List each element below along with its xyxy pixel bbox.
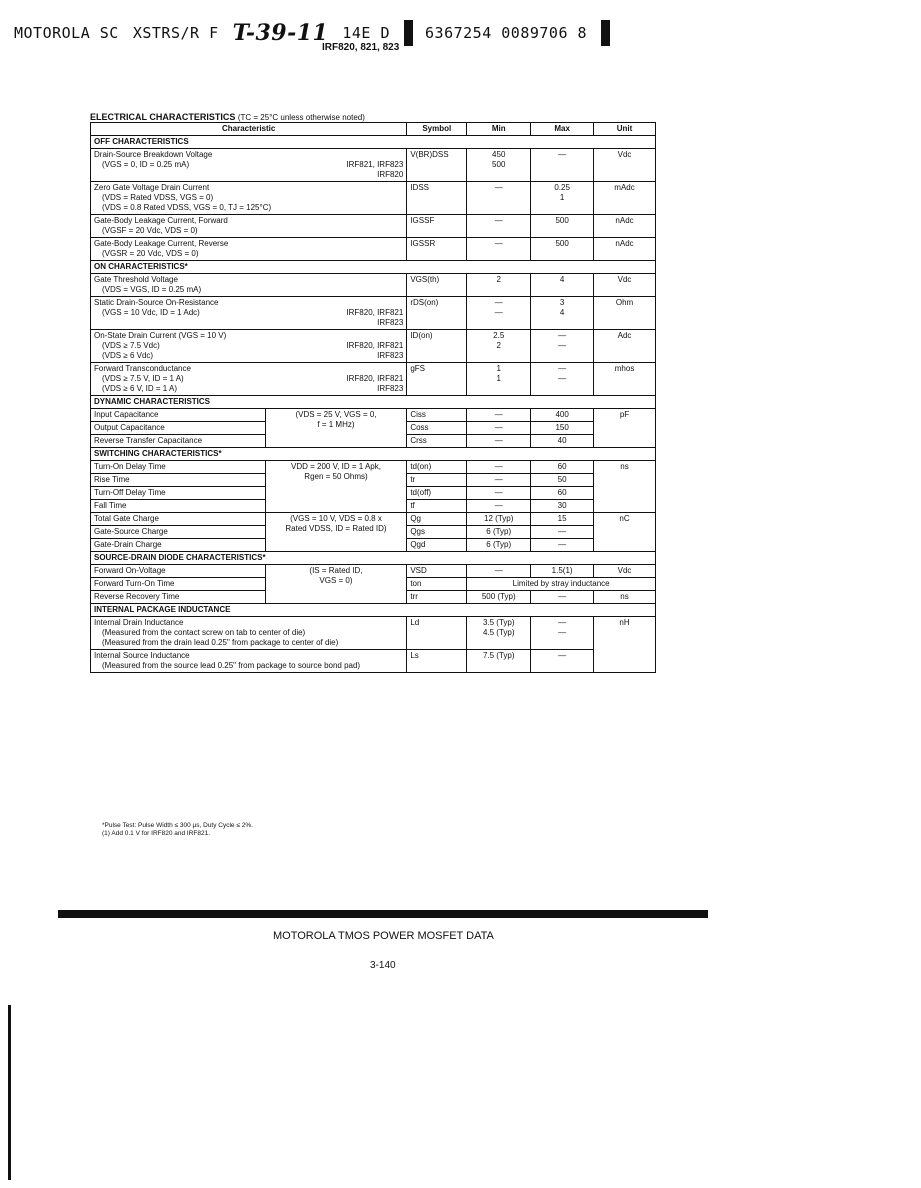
min-cell: — xyxy=(467,500,531,513)
max-cell: — xyxy=(531,539,594,552)
characteristic-cell xyxy=(91,363,407,396)
max-cell: 30 xyxy=(531,500,594,513)
min-cell: 500 (Typ) xyxy=(467,591,531,604)
col-unit: Unit xyxy=(594,123,656,136)
table-row xyxy=(91,513,656,526)
test-condition: (VDS = Rated VDSS, VGS = 0) (VDS = 0.8 Rated VDSS, VGS = 0, TJ = 125°C) xyxy=(102,193,272,212)
characteristic-name: Input Capacitance xyxy=(91,409,266,422)
unit-cell: ns xyxy=(594,461,656,513)
characteristic-name: Reverse Transfer Capacitance xyxy=(91,435,266,448)
condition-line xyxy=(94,374,403,394)
handwritten-code: T-39-11 xyxy=(232,20,329,46)
condition-line xyxy=(94,193,403,213)
section-heading: SOURCE-DRAIN DIODE CHARACTERISTICS* xyxy=(91,552,656,565)
test-condition: VDD = 200 V, ID = 1 Apk, Rgen = 50 Ohms) xyxy=(265,461,407,513)
condition-line xyxy=(94,308,403,328)
characteristic-name: Gate-Drain Charge xyxy=(91,539,266,552)
footnote: *Pulse Test: Pulse Width ≤ 300 µs, Duty Cycle ≤ 2%. xyxy=(102,822,253,829)
condition-line xyxy=(94,628,403,648)
maker-label: MOTOROLA SC xyxy=(14,24,119,42)
unit-cell: nC xyxy=(594,513,656,552)
scan-edge-mark xyxy=(8,1005,11,1180)
max-cell: — — xyxy=(531,330,594,363)
symbol-cell: IGSSR xyxy=(407,238,467,261)
symbol-cell: ID(on) xyxy=(407,330,467,363)
test-condition: (VDS = 25 V, VGS = 0, f = 1 MHz) xyxy=(265,409,407,448)
min-cell: — xyxy=(467,182,531,215)
characteristic-name: Turn-Off Delay Time xyxy=(91,487,266,500)
section-heading: ON CHARACTERISTICS* xyxy=(91,261,656,274)
line-code: XSTRS/R F xyxy=(132,24,219,42)
min-cell: — xyxy=(467,565,531,578)
device-list: IRF820, IRF821 IRF823 xyxy=(346,308,404,327)
symbol-cell: tr xyxy=(407,474,467,487)
max-cell: — — xyxy=(531,617,594,650)
min-cell: 450 500 xyxy=(467,149,531,182)
max-cell: — xyxy=(531,149,594,182)
max-cell: 500 xyxy=(531,215,594,238)
characteristic-cell xyxy=(91,274,407,297)
max-cell: 15 xyxy=(531,513,594,526)
test-condition: (VDS = VGS, ID = 0.25 mA) xyxy=(102,285,202,294)
table-row xyxy=(91,238,656,261)
page-number: 3-140 xyxy=(370,960,396,971)
characteristic-name: Rise Time xyxy=(91,474,266,487)
characteristic-name: Gate-Body Leakage Current, Forward xyxy=(94,216,228,225)
symbol-cell: VGS(th) xyxy=(407,274,467,297)
min-cell: 2.5 2 xyxy=(467,330,531,363)
min-cell: — xyxy=(467,435,531,448)
symbol-cell: Ciss xyxy=(407,409,467,422)
max-cell: 60 xyxy=(531,487,594,500)
unit-cell: nAdc xyxy=(594,215,656,238)
col-min: Min xyxy=(467,123,531,136)
characteristic-name: Internal Source Inductance xyxy=(94,651,190,660)
table-row xyxy=(91,330,656,363)
unit-cell: mAdc xyxy=(594,182,656,215)
section-row xyxy=(91,448,656,461)
symbol-cell: trr xyxy=(407,591,467,604)
symbol-cell: Crss xyxy=(407,435,467,448)
table-row xyxy=(91,617,656,650)
max-cell: — xyxy=(531,526,594,539)
characteristic-name: Forward Turn-On Time xyxy=(91,578,266,591)
min-cell: — xyxy=(467,238,531,261)
min-cell: — xyxy=(467,487,531,500)
symbol-cell: Qgd xyxy=(407,539,467,552)
symbol-cell: Coss xyxy=(407,422,467,435)
table-row xyxy=(91,182,656,215)
table-row xyxy=(91,650,656,673)
footnote: (1) Add 0.1 V for IRF820 and IRF821. xyxy=(102,830,211,838)
section-heading: INTERNAL PACKAGE INDUCTANCE xyxy=(91,604,656,617)
characteristic-cell xyxy=(91,650,407,673)
table-row xyxy=(91,274,656,297)
max-cell: 4 xyxy=(531,274,594,297)
unit-cell: ns xyxy=(594,591,656,604)
characteristic-cell xyxy=(91,215,407,238)
min-cell: — xyxy=(467,422,531,435)
characteristic-cell xyxy=(91,149,407,182)
condition-line xyxy=(94,249,403,259)
device-list: IRF820, IRF821 IRF823 xyxy=(346,341,404,360)
min-cell: 12 (Typ) xyxy=(467,513,531,526)
test-condition: (VDS ≥ 7.5 V, ID = 1 A) (VDS ≥ 6 V, ID = 1 A) xyxy=(102,374,184,393)
footer-rule xyxy=(58,910,708,918)
title-sub: (TC = 25°C unless otherwise noted) xyxy=(237,113,365,122)
unit-cell: mhos xyxy=(594,363,656,396)
electrical-characteristics-table xyxy=(90,122,656,673)
table-row xyxy=(91,297,656,330)
date-code: 14E D xyxy=(342,24,391,42)
characteristic-name: Zero Gate Voltage Drain Current xyxy=(94,183,210,192)
device-list: IRF820, IRF821 IRF823 xyxy=(346,374,404,393)
unit-cell: nH xyxy=(594,617,656,673)
condition-line xyxy=(94,160,403,180)
symbol-cell: IDSS xyxy=(407,182,467,215)
section-heading: OFF CHARACTERISTICS xyxy=(91,136,656,149)
section-heading: DYNAMIC CHARACTERISTICS xyxy=(91,396,656,409)
test-condition: (VGS = 0, ID = 0.25 mA) xyxy=(102,160,190,169)
table-row xyxy=(91,215,656,238)
max-cell: 500 xyxy=(531,238,594,261)
characteristic-cell xyxy=(91,330,407,363)
characteristic-name: Turn-On Delay Time xyxy=(91,461,266,474)
unit-cell: Vdc xyxy=(594,149,656,182)
min-cell: 6 (Typ) xyxy=(467,539,531,552)
section-row xyxy=(91,604,656,617)
table-row xyxy=(91,363,656,396)
test-condition: (VGSF = 20 Vdc, VDS = 0) xyxy=(102,226,198,235)
min-cell: — xyxy=(467,461,531,474)
table-row xyxy=(91,149,656,182)
symbol-cell: td(on) xyxy=(407,461,467,474)
min-cell: 3.5 (Typ) 4.5 (Typ) xyxy=(467,617,531,650)
test-condition: (VGS = 10 V, VDS = 0.8 x Rated VDSS, ID = Rated ID) xyxy=(265,513,407,552)
max-cell: — xyxy=(531,650,594,673)
characteristic-name: Fall Time xyxy=(91,500,266,513)
condition-line xyxy=(94,285,403,295)
device-list: IRF821, IRF823 IRF820 xyxy=(346,160,404,179)
span-cell: Limited by stray inductance xyxy=(467,578,656,591)
col-symbol: Symbol xyxy=(407,123,467,136)
characteristic-name: Forward On-Voltage xyxy=(91,565,266,578)
characteristic-name: Drain-Source Breakdown Voltage xyxy=(94,150,213,159)
condition-line xyxy=(94,226,403,236)
symbol-cell: IGSSF xyxy=(407,215,467,238)
max-cell: 1.5(1) xyxy=(531,565,594,578)
symbol-cell: Qgs xyxy=(407,526,467,539)
max-cell: 400 xyxy=(531,409,594,422)
symbol-cell: Ls xyxy=(407,650,467,673)
characteristic-name: Gate-Body Leakage Current, Reverse xyxy=(94,239,229,248)
part-numbers: IRF820, 821, 823 xyxy=(322,42,400,53)
symbol-cell: Qg xyxy=(407,513,467,526)
col-max: Max xyxy=(531,123,594,136)
symbol-cell: gFS xyxy=(407,363,467,396)
test-condition: (VGS = 10 Vdc, ID = 1 Adc) xyxy=(102,308,200,317)
max-cell: 3 4 xyxy=(531,297,594,330)
max-cell: 150 xyxy=(531,422,594,435)
table-row xyxy=(91,565,656,578)
min-cell: — xyxy=(467,474,531,487)
max-cell: 50 xyxy=(531,474,594,487)
max-cell: — — xyxy=(531,363,594,396)
min-cell: 6 (Typ) xyxy=(467,526,531,539)
characteristic-name: Total Gate Charge xyxy=(91,513,266,526)
bar-mark-end xyxy=(601,20,610,46)
condition-line xyxy=(94,341,403,361)
min-cell: — — xyxy=(467,297,531,330)
unit-cell: pF xyxy=(594,409,656,448)
max-cell: — xyxy=(531,591,594,604)
test-condition: (Measured from the contact screw on tab to center of die) (Measured from the drain lead 0.25" from package to center of die) xyxy=(102,628,339,647)
table-row xyxy=(91,409,656,422)
symbol-cell: VSD xyxy=(407,565,467,578)
characteristic-name: Static Drain-Source On-Resistance xyxy=(94,298,219,307)
test-condition: (IS = Rated ID, VGS = 0) xyxy=(265,565,407,604)
page-header xyxy=(14,20,622,46)
max-cell: 60 xyxy=(531,461,594,474)
unit-cell: Vdc xyxy=(594,565,656,578)
table-title xyxy=(90,112,365,122)
symbol-cell: td(off) xyxy=(407,487,467,500)
characteristic-name: Internal Drain Inductance xyxy=(94,618,184,627)
min-cell: 7.5 (Typ) xyxy=(467,650,531,673)
bar-mark xyxy=(404,20,413,46)
col-characteristic: Characteristic xyxy=(91,123,407,136)
unit-cell: Adc xyxy=(594,330,656,363)
characteristic-cell xyxy=(91,297,407,330)
title-main: ELECTRICAL CHARACTERISTICS xyxy=(90,112,236,122)
min-cell: 2 xyxy=(467,274,531,297)
table-row xyxy=(91,461,656,474)
unit-cell: nAdc xyxy=(594,238,656,261)
characteristic-name: On-State Drain Current (VGS = 10 V) xyxy=(94,331,227,340)
symbol-cell: ton xyxy=(407,578,467,591)
symbol-cell: tf xyxy=(407,500,467,513)
symbol-cell: rDS(on) xyxy=(407,297,467,330)
min-cell: — xyxy=(467,215,531,238)
characteristic-cell xyxy=(91,617,407,650)
min-cell: 1 1 xyxy=(467,363,531,396)
header-row xyxy=(91,123,656,136)
symbol-cell: Ld xyxy=(407,617,467,650)
footer-title: MOTOROLA TMOS POWER MOSFET DATA xyxy=(273,930,494,942)
section-row xyxy=(91,396,656,409)
characteristic-cell xyxy=(91,238,407,261)
min-cell: — xyxy=(467,409,531,422)
max-cell: 40 xyxy=(531,435,594,448)
section-row xyxy=(91,261,656,274)
characteristic-cell xyxy=(91,182,407,215)
test-condition: (Measured from the source lead 0.25" from package to source bond pad) xyxy=(102,661,361,670)
condition-line xyxy=(94,661,403,671)
section-heading: SWITCHING CHARACTERISTICS* xyxy=(91,448,656,461)
characteristic-name: Gate Threshold Voltage xyxy=(94,275,178,284)
test-condition: (VGSR = 20 Vdc, VDS = 0) xyxy=(102,249,199,258)
test-condition: (VDS ≥ 7.5 Vdc) (VDS ≥ 6 Vdc) xyxy=(102,341,160,360)
section-row xyxy=(91,552,656,565)
unit-cell: Ohm xyxy=(594,297,656,330)
unit-cell: Vdc xyxy=(594,274,656,297)
doc-number: 6367254 0089706 8 xyxy=(425,24,588,42)
symbol-cell: V(BR)DSS xyxy=(407,149,467,182)
characteristic-name: Gate-Source Charge xyxy=(91,526,266,539)
characteristic-name: Output Capacitance xyxy=(91,422,266,435)
footnotes xyxy=(102,822,253,839)
characteristic-name: Reverse Recovery Time xyxy=(91,591,266,604)
characteristic-name: Forward Transconductance xyxy=(94,364,191,373)
max-cell: 0.25 1 xyxy=(531,182,594,215)
section-row xyxy=(91,136,656,149)
